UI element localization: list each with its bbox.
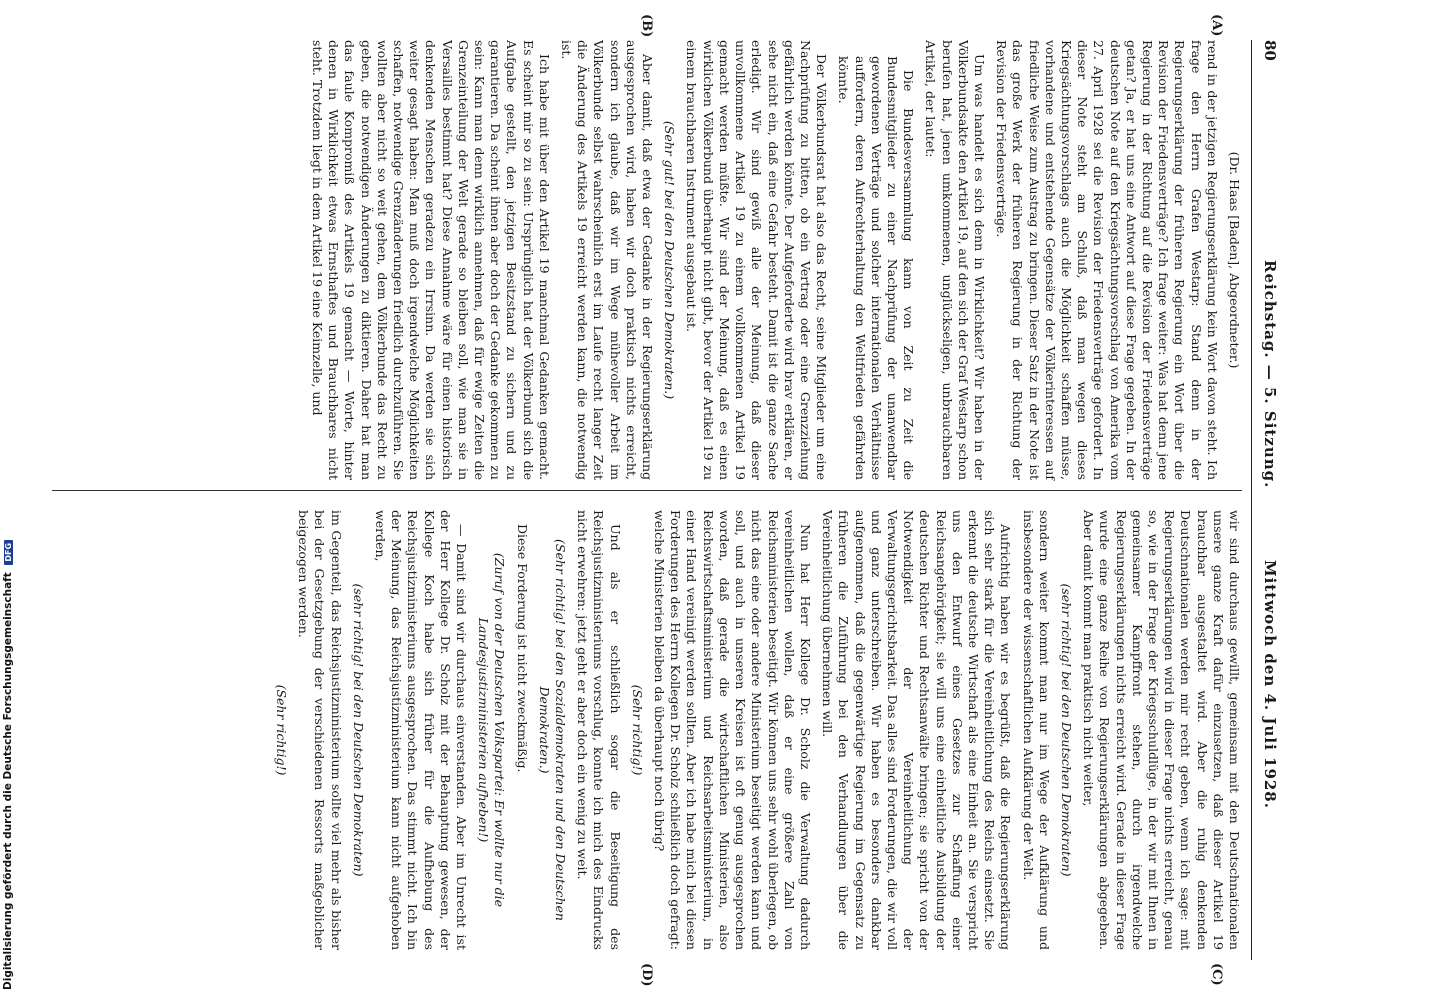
interjection: (Zuruf von der Deutschen Volkspartei: Er wollte nur die Landesjustizministerien aufheben!) bbox=[476, 552, 508, 908]
interjection: (sehr richtig! bei den Deutschen Demokraten) bbox=[1058, 583, 1074, 877]
interjection: (Sehr richtig! bei den Sozialdemokraten und den Deutschen Demokraten.) bbox=[536, 539, 569, 921]
margin-mark-c: (C) bbox=[1209, 963, 1224, 986]
interjection: (Sehr richtig!) bbox=[274, 684, 290, 776]
interjection: (Sehr gut! bei den Deutschen Demokraten.) bbox=[662, 120, 678, 400]
paragraph: Aufrichtig haben wir es begrüßt, daß die Regierungserklärung sich sehr stark für die Vereinheitlichung des Reichs einsetzt. Sie erkennt die deutsche Wirtschaft als eine Einheit an. Sie verspricht uns den Entwurf eines Gesetzes zur Schaffung einer Reichsangehörigkeit; sie will uns eine einheitliche Ausbildung der deutschen Richter und Rechtsanwälte bringen; sie spricht von der Notwendigkeit der Vereinheitlichung der Verwaltungsgerichtsbarkeit. Das alles sind Forderungen, die wir voll und ganz unterschreiben. Wir haben es besonders dankbar aufgenommen, daß die gegenwärtige Regierung im Gegensatz zu früheren die Zuführung bei den Verhandlungen über die Vereinheitlichung übernehmen will. bbox=[820, 510, 1014, 950]
interjection: (Sehr richtig!) bbox=[629, 684, 645, 776]
digitization-credit bbox=[2, 0, 16, 990]
paragraph: — Damit sind wir durchaus einverstanden. Aber im Unrecht ist der Herr Kollege Dr. Scholz mit der Behauptung gewesen, der Kollege Koch habe sich früher für die Aufhebung des Reichsjustizministeriums ausgesprochen. Das stimmt nicht. Ich bin der Meinung, das Reichsjustizministerium kann nicht aufgehoben werden, bbox=[373, 510, 470, 950]
dfg-logo: DFG bbox=[4, 540, 13, 565]
paragraph: Um was handelt es sich denn in Wirklichkeit? Wir haben in der Völkerbundsakte den Artikel 19, auf den sich der Graf Westarp schon berufen hat, jenen umkommenen, unglückseligen, unbrauchbaren Artikel, der lautet: bbox=[923, 40, 987, 480]
paragraph: Der Völkerbundsrat hat also das Recht, seine Mitglieder um eine Nachprüfung zu bitten, ob ein Vertrag oder eine Grenzziehung gefährlich werden könnte. Der Aufgeforderte wird brav erklären, er sehe nicht ein, daß eine Gefahr besteht. Damit ist die ganze Sache erledigt. Wir sind gewiß alle der Meinung, daß dieser unvollkommene Artikel 19 zu einem vollkommenen Artikel 19 gemacht werden müßte. Wir sind der Meinung, daß es einen wirklichen Völkerbund überhaupt nicht gibt, bevor der Artikel 19 zu einem brauchbaren Instrument ausgebaut ist. bbox=[684, 40, 830, 480]
paragraph: Ich habe mit über den Artikel 19 manchmal Gedanken gemacht. Es scheint mir so zu sein: Ursprünglich hat der Völkerbund sich die Aufgabe gestellt, den jetzigen Besitzstand zu sichern und zu garantieren. Da scheint ihnen aber doch der Gedanke gekommen zu sein: Kann man denn wirklich annehmen, daß für ewige Zeiten die Grenzeinteilung der Welt gerade so bleiben soll, wie man sie in Versailles bestimmt hat? Diese Annahme wäre für einen historisch denkenden Menschen geradezu ein Irrsinn. Da werden sie sich weiter gesagt haben: Man muß doch irgendwelche Möglichkeiten schaffen, notwendige Grenzänderungen friedlich durchzuführen. Sie wollten aber nicht so weit gehen, dem Völkerbunde das Recht zu geben, die notwendigen Änderungen zu diktieren. Daher hat man das faule Kompromiß des Artikels 19 gemacht — Worte, hinter denen in Wirklichkeit etwas Ernsthaftes und Brauchbares nicht steht. Trotzdem liegt in dem Artikel 19 eine Keimzelle, und bbox=[310, 40, 552, 480]
margin-mark-d: (D) bbox=[639, 963, 654, 987]
credit-text: Digitalisierung gefördert durch die Deutsche Forschungsgemeinschaft bbox=[2, 572, 14, 990]
paragraph: Aber damit, daß etwa der Gedanke in der Regierungserklärung ausgesprochen wird, haben wir doch praktisch nichts erreicht, sondern ich glaube, daß wir im Wege mühevoller Arbeit im Völkerbunde selbst wahrscheinlich erst im Laufe recht langer Zeit die Änderung des Artikels 19 erreicht werden kann, die notwendig ist. bbox=[559, 40, 656, 480]
quotation: Die Bundesversammlung kann von Zeit zu Zeit die Bundesmitglieder zu einer Nachprüfung der unanwendbar gewordenen Verträge und solcher internationalen Verhältnisse auffordern, deren Aufrechterhaltung den Weltfrieden gefährden könnte. bbox=[836, 56, 917, 480]
paragraph: rend in der jetzigen Regierungserklärung kein Wort davon steht. Ich frage den Herrn Grafen Westarp: Stand denn in der Regierungserklärung der früheren Regierung ein Wort über die Revision der Friedensverträge? Ich frage weiter: Was hat denn jene Regierung in der Richtung auf die Revision der Friedensverträge getan? Ja, er hat uns eine Antwort auf diese Frage gegeben. In der deutschen Note auf den Kriegsächtungsvorschlag von Amerika vom 27. April 1928 sei die Revision der Friedensverträge gefordert. In dieser Note steht am Schluß, daß man wegen dieses Kriegsächtungsvorschlags auch die Möglichkeit schaffen müsse, vorhandene und entstehende Gegensätze der Völkerinteressen auf friedliche Weise zum Austrag zu bringen. Dieser Satz in der Note ist das große Werk der früheren Regierung in der Richtung der Revision der Friedensverträge. bbox=[994, 40, 1220, 480]
paragraph: Und als er schließlich sogar die Beseitigung des Reichsjustizministeriums vorschlug, konnte ich mich des Eindrucks nicht erwehren: jetzt geht er aber doch ein wenig zu weit. bbox=[575, 510, 623, 950]
header-date: Mittwoch den 4. Juli 1928. bbox=[1261, 560, 1279, 809]
running-header bbox=[1255, 40, 1279, 970]
paragraph: Diese Forderung ist nicht zweckmäßig. bbox=[514, 524, 530, 773]
right-column bbox=[267, 510, 1242, 950]
paragraph: im Gegenteil, das Reichsjustizministerium sollte viel mehr als bisher bei der Gesetzgebung der verschiedenen Ressorts maßgeblicher beigezogen werden. bbox=[296, 510, 344, 950]
margin-mark-b: (B) bbox=[639, 14, 654, 38]
paragraph: Nun hat Herr Kollege Dr. Scholz die Verwaltung dadurch vereinheitlichen wollen, daß er eine größere Zahl von Reichsministerien beseitigt. Wir können uns sehr wohl überlegen, ob nicht das eine oder andere Ministerium beseitigt werden kann und soll, und auch in unseren Kreisen ist oft genug ausgesprochen worden, daß gerade die wirtschaftlichen Ministerien, also Reichswirtschaftsministerium und Reichsarbeitsministerium, in einer Hand vereinigt werden sollten. Aber ich habe mich bei diesen Forderungen des Herrn Kollegen Dr. Scholz schließlich doch gefragt: welche Ministerien bleiben da überhaupt noch übrig? bbox=[652, 510, 813, 950]
header-title: Reichstag. — 5. Sitzung. bbox=[1261, 260, 1279, 489]
interjection: (sehr richtig! bei den Deutschen Demokraten) bbox=[350, 583, 366, 877]
header-rule bbox=[1251, 40, 1252, 960]
speaker-line: (Dr. Haas [Baden], Abgeordneter.) bbox=[1227, 151, 1242, 369]
paragraph: wir sind durchaus gewillt, gemeinsam mit den Deutschnationalen unsere ganze Kraft dafür einzusetzen, daß dieser Artikel 19 brauchbar ausgestaltet wird. Aber die ruhig denkenden Deutschnationalen werden mir recht geben, wenn ich sage: mit Regierungserklärungen wird in dieser Frage nichts erreicht, genau so, wie in der Frage der Kriegsschuldlüge, in der wir mit Ihnen in gemeinsamer Kampffront stehen, durch irgendwelche Regierungserklärungen nichts erreicht wird. Gerade in dieser Frage wurde eine ganze Reihe von Regierungserklärungen abgegeben. Aber damit kommt man praktisch nicht weiter, bbox=[1081, 510, 1242, 950]
margin-mark-a: (A) bbox=[1209, 14, 1224, 37]
left-column bbox=[303, 40, 1242, 480]
column-divider bbox=[52, 490, 1242, 491]
paragraph: sondern weiter kommt man nur im Wege der Aufklärung und insbesondere der wissenschaftlichen Aufklärung der Welt. bbox=[1020, 510, 1052, 950]
page-number: 80 bbox=[1261, 40, 1279, 61]
